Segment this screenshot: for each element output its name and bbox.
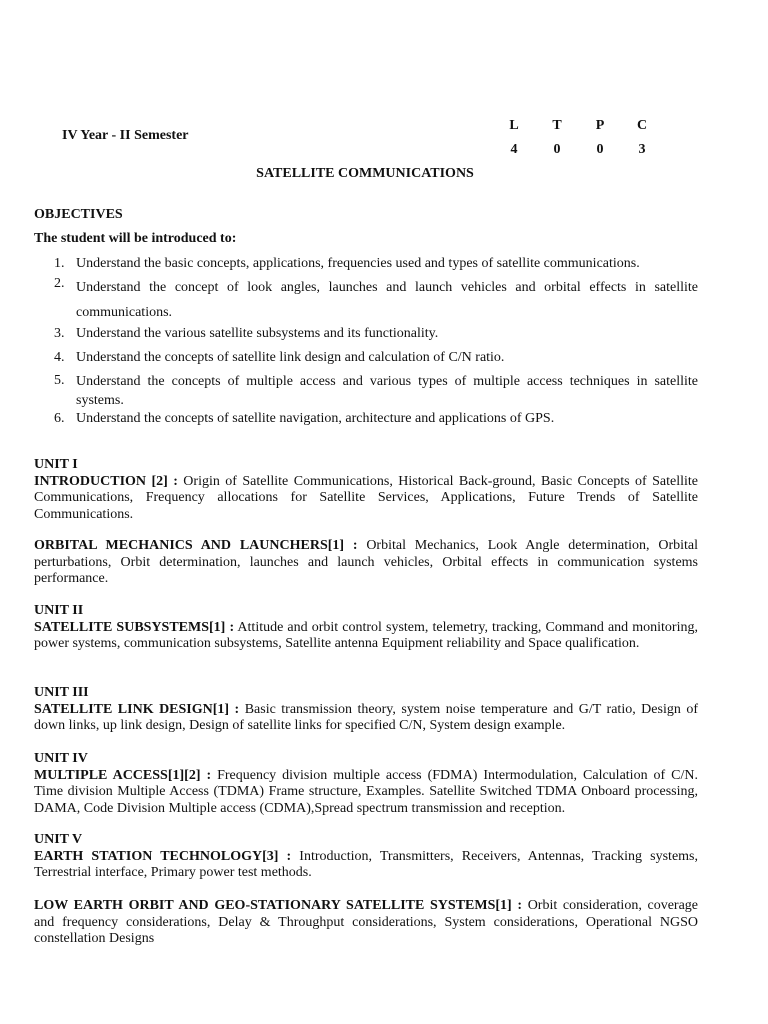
objective-number: 5. — [54, 373, 65, 388]
topic-heading: MULTIPLE ACCESS[1][2] : — [34, 767, 212, 783]
objectives-heading: OBJECTIVES — [34, 207, 123, 222]
unit-heading: UNIT V — [34, 832, 83, 847]
ltpc-label-p: P — [595, 118, 605, 133]
leo-geo-section — [34, 898, 698, 948]
objective-text: Understand the concept of look angles, launches and launch vehicles and orbital effects in satellite communications. — [76, 280, 698, 320]
unit-heading: UNIT IV — [34, 751, 88, 766]
unit-2-section — [34, 603, 698, 653]
orbital-mechanics-section — [34, 538, 698, 588]
topic-description: Orbit consideration, coverage and frequency considerations, Delay & Throughput considerations, System considerations, Operational NGSO constellation Designs — [34, 898, 698, 946]
topic-description: Attitude and orbit control system, telemetry, tracking, Command and monitoring, power systems, communication subsystems, Satellite antenna Equipment reliability and Space qualification. — [34, 619, 698, 651]
objective-number: 1. — [54, 256, 65, 271]
unit-5-section — [34, 832, 698, 882]
topic-heading: INTRODUCTION [2] : — [34, 473, 178, 489]
topic-heading: EARTH STATION TECHNOLOGY[3] : — [34, 848, 292, 864]
ltpc-value-c: 3 — [638, 142, 646, 157]
unit-1-section — [34, 457, 698, 523]
objectives-list — [34, 255, 698, 434]
topic-heading: ORBITAL MECHANICS AND LAUNCHERS[1] : — [34, 538, 358, 553]
objective-item — [34, 372, 698, 410]
unit-heading: UNIT II — [34, 603, 84, 618]
ltpc-label-t: T — [552, 118, 562, 133]
topic-description: Introduction, Transmitters, Receivers, Antennas, Tracking systems, Terrestrial interface, Primary power test methods. — [34, 848, 698, 880]
unit-4-section — [34, 751, 698, 817]
objective-text: Understand the concepts of satellite link design and calculation of C/N ratio. — [76, 350, 505, 365]
ltpc-label-c: C — [636, 118, 648, 133]
objectives-intro: The student will be introduced to: — [34, 231, 237, 246]
unit-3-section — [34, 685, 698, 735]
course-title: SATELLITE COMMUNICATIONS — [256, 166, 474, 181]
objective-text: Understand the concepts of satellite navigation, architecture and applications of GPS. — [76, 411, 555, 426]
objective-number: 3. — [54, 326, 65, 341]
ltpc-label-l: L — [509, 118, 519, 133]
objective-text: Understand the basic concepts, applications, frequencies used and types of satellite communications. — [76, 256, 640, 271]
objective-item — [34, 410, 698, 434]
topic-description: Basic transmission theory, system noise temperature and G/T ratio, Design of down links, up link design, Design of satellite links for specified C/N, System design example. — [34, 701, 698, 733]
ltpc-value-l: 4 — [510, 142, 518, 157]
topic-heading: SATELLITE SUBSYSTEMS[1] : — [34, 619, 235, 635]
objective-number: 6. — [54, 411, 65, 426]
objective-item — [34, 349, 698, 373]
objective-item — [34, 325, 698, 349]
topic-heading: LOW EARTH ORBIT AND GEO-STATIONARY SATELLITE SYSTEMS[1] : — [34, 898, 523, 913]
ltpc-value-t: 0 — [553, 142, 561, 157]
objective-text: Understand the various satellite subsystems and its functionality. — [76, 326, 439, 341]
unit-heading: UNIT I — [34, 457, 78, 472]
objective-number: 2. — [54, 276, 65, 291]
objective-text: Understand the concepts of multiple access and various types of multiple access techniques in satellite systems. — [76, 374, 698, 408]
topic-description: Orbital Mechanics, Look Angle determination, Orbital perturbations, Orbit determination, launches and launch vehicles, Orbital effects in communication systems performance. — [34, 538, 698, 586]
topic-description: Frequency division multiple access (FDMA) Intermodulation, Calculation of C/N. Time division Multiple Access (TDMA) Frame structure, Examples. Satellite Switched TDMA Onboard processing, DAMA, Code Division Multiple access (CDMA),Spread spectrum transmission and reception. — [34, 767, 699, 816]
topic-heading: SATELLITE LINK DESIGN[1] : — [34, 701, 240, 717]
ltpc-value-p: 0 — [596, 142, 604, 157]
unit-heading: UNIT III — [34, 685, 89, 700]
objective-number: 4. — [54, 350, 65, 365]
semester-label: IV Year - II Semester — [62, 128, 189, 143]
objective-item — [34, 275, 698, 325]
topic-description: Origin of Satellite Communications, Historical Back-ground, Basic Concepts of Satellite Communications, Frequency allocations for Satellite Services, Applications, Future Trends of Satellite Communications. — [34, 473, 699, 522]
